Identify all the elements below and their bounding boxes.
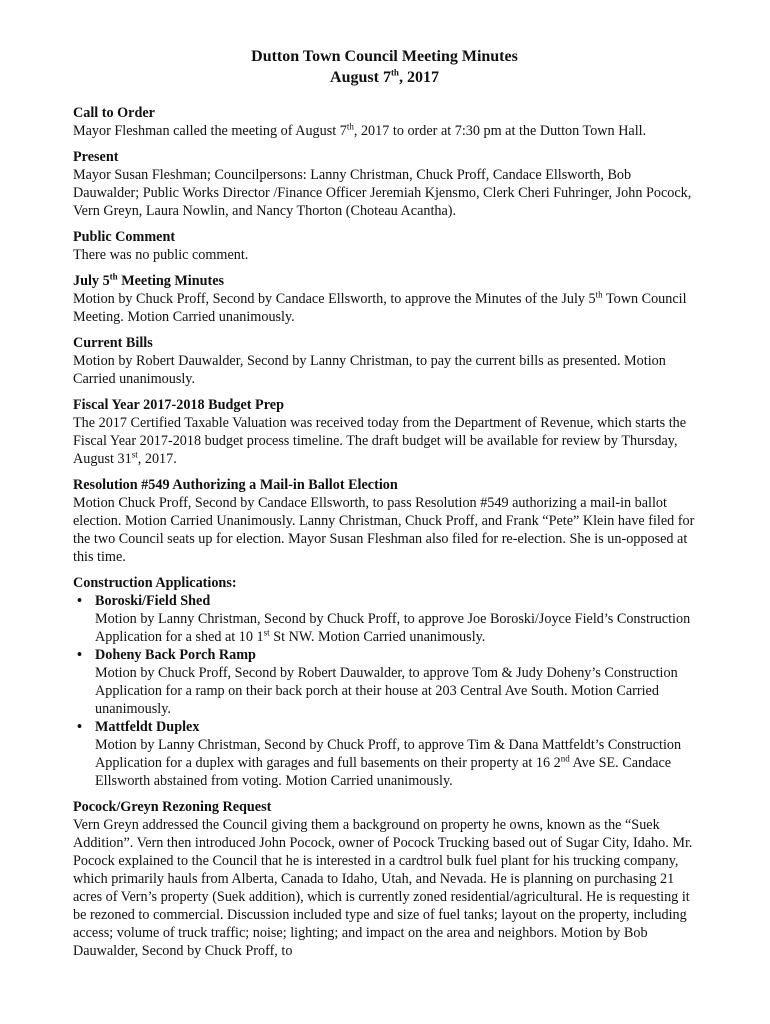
section-body: There was no public comment. bbox=[73, 247, 249, 263]
title-line-1: Dutton Town Council Meeting Minutes bbox=[251, 48, 518, 65]
body-sup: th bbox=[595, 289, 603, 300]
construction-item bbox=[73, 646, 696, 718]
body-sup: st bbox=[131, 449, 138, 460]
body-text: St NW. Motion Carried unanimously. bbox=[269, 629, 486, 645]
body-sup: th bbox=[346, 121, 354, 132]
bullet-icon: • bbox=[77, 647, 82, 663]
section-call-to-order bbox=[73, 104, 696, 140]
section-heading: Current Bills bbox=[73, 335, 153, 351]
section-body: Motion Chuck Proff, Second by Candace Ellsworth, to pass Resolution #549 authorizing a mail-in ballot election. Motion Carried Unanimously. Lanny Christman, Chuck Proff, and Frank “Pete” Klein have filed for the two Council seats up for election. Mayor Susan Fleshman also filed for re-election. She is un-opposed at this time. bbox=[73, 495, 695, 565]
body-text: Motion by Chuck Proff, Second by Robert Dauwalder, to approve Tom & Judy Doheny’s Construction Application for a ramp on their back porch at their house at 203 Central Ave South. Motion Carried unanimously. bbox=[95, 665, 678, 717]
body-text: , 2017. bbox=[137, 451, 177, 467]
section-body bbox=[73, 290, 696, 326]
document-title bbox=[73, 46, 696, 88]
section-heading: Construction Applications: bbox=[73, 575, 237, 591]
section-current-bills bbox=[73, 334, 696, 388]
body-text: Motion by Chuck Proff, Second by Candace Ellsworth, to approve the Minutes of the July 5 bbox=[73, 291, 596, 307]
body-text: Mayor Fleshman called the meeting of August 7 bbox=[73, 123, 347, 139]
section-rezoning-request bbox=[73, 798, 696, 960]
body-sup: st bbox=[263, 627, 270, 638]
item-title: Mattfeldt Duplex bbox=[95, 719, 200, 735]
body-text: Ave SE. Candace Ellsworth abstained from voting. Motion Carried unanimously. bbox=[95, 755, 672, 789]
title-line-2 bbox=[73, 67, 696, 88]
body-text: Motion by Lanny Christman, Second by Chuck Proff, to approve Tim & Dana Mattfeldt’s Construction Application for a duplex with garages and full basements on their property at 16 2 bbox=[95, 737, 682, 771]
construction-item bbox=[73, 592, 696, 646]
section-meeting-minutes bbox=[73, 272, 696, 326]
section-resolution bbox=[73, 476, 696, 566]
body-sup: nd bbox=[560, 753, 570, 764]
bullet-icon: • bbox=[77, 593, 82, 609]
body-text: Town Council Meeting. Motion Carried unanimously. bbox=[73, 291, 687, 325]
item-title: Boroski/Field Shed bbox=[95, 593, 211, 609]
item-title: Doheny Back Porch Ramp bbox=[95, 647, 256, 663]
item-body bbox=[95, 610, 696, 646]
section-heading: Present bbox=[73, 149, 119, 165]
heading-text: Meeting Minutes bbox=[117, 273, 225, 289]
item-body bbox=[95, 664, 696, 718]
section-body: Vern Greyn addressed the Council giving them a background on property he owns, known as the “Suek Addition”. Vern then introduced John Pocock, owner of Pocock Trucking based out of Sugar City, Idaho. Mr. Pocock explained to the Council that he is interested in a cardtrol bulk fuel plant for his trucking company, which primarily hauls from Alberta, Canada to Idaho, Utah, and Nevada. He is planning on purchasing 21 acres of Vern’s property (Suek addition), which is currently zoned residential/agricultural. He is requesting it be rezoned to commercial. Discussion included type and size of fuel tanks; layout on the property, including access; volume of truck traffic; noise; lighting; and impact on the area and neighbors. Motion by Bob Dauwalder, Second by Chuck Proff, to bbox=[73, 817, 693, 959]
bullet-icon: • bbox=[77, 719, 82, 735]
section-heading: Pocock/Greyn Rezoning Request bbox=[73, 799, 272, 815]
title-date-sup: th bbox=[390, 67, 399, 78]
section-body: Mayor Susan Fleshman; Councilpersons: Lanny Christman, Chuck Proff, Candace Ellsworth, Bob Dauwalder; Public Works Director /Finance Officer Jeremiah Kjensmo, Clerk Cheri Fuhringer, John Pocock, Vern Greyn, Laura Nowlin, and Nancy Thorton (Choteau Acantha). bbox=[73, 167, 692, 219]
item-title-line bbox=[77, 646, 696, 664]
heading-text: July 5 bbox=[73, 273, 110, 289]
section-budget-prep bbox=[73, 396, 696, 468]
section-heading: Call to Order bbox=[73, 105, 155, 121]
title-date-year: , 2017 bbox=[398, 69, 439, 86]
section-body bbox=[73, 122, 696, 140]
body-text: , 2017 to order at 7:30 pm at the Dutton Town Hall. bbox=[353, 123, 647, 139]
item-title-line bbox=[77, 718, 696, 736]
heading-sup: th bbox=[109, 271, 118, 282]
section-construction-applications bbox=[73, 574, 696, 790]
section-heading bbox=[73, 272, 696, 290]
section-present bbox=[73, 148, 696, 220]
body-text: Motion by Lanny Christman, Second by Chuck Proff, to approve Joe Boroski/Joyce Field’s Construction Application for a shed at 10 1 bbox=[95, 611, 691, 645]
title-date-text: August 7 bbox=[330, 69, 391, 86]
section-body bbox=[73, 414, 696, 468]
section-heading: Fiscal Year 2017-2018 Budget Prep bbox=[73, 397, 284, 413]
section-heading: Public Comment bbox=[73, 229, 176, 245]
item-body bbox=[95, 736, 696, 790]
body-text: The 2017 Certified Taxable Valuation was received today from the Department of Revenue, which starts the Fiscal Year 2017-2018 budget process timeline. The draft budget will be available for review by Thursday, August 31 bbox=[73, 415, 687, 467]
section-public-comment bbox=[73, 228, 696, 264]
item-title-line bbox=[77, 592, 696, 610]
construction-item bbox=[73, 718, 696, 790]
section-body: Motion by Robert Dauwalder, Second by Lanny Christman, to pay the current bills as presented. Motion Carried unanimously. bbox=[73, 353, 666, 387]
section-heading: Resolution #549 Authorizing a Mail-in Ballot Election bbox=[73, 477, 398, 493]
